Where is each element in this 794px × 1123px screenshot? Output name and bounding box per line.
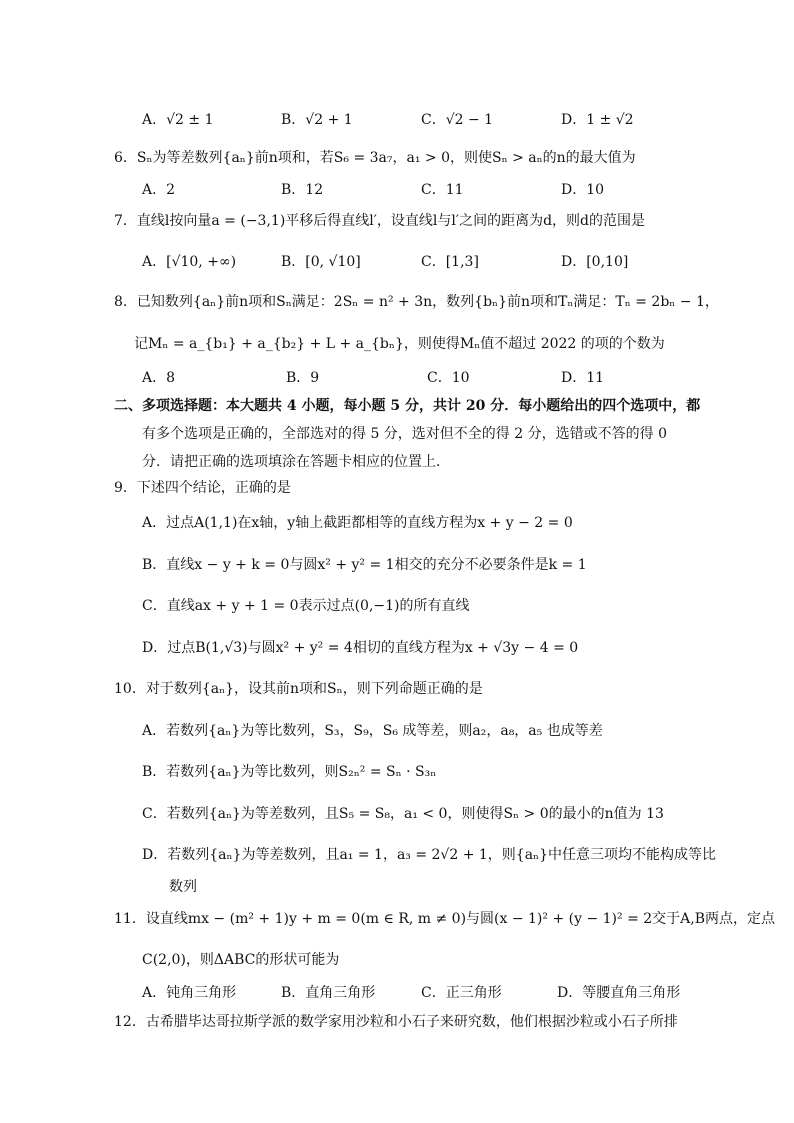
q11-option-c: C．正三角形: [421, 985, 502, 1001]
q7-option-a: A．[√10, +∞): [142, 254, 237, 270]
section2-line3: 分．请把正确的选项填涂在答题卡相应的位置上．: [142, 454, 450, 470]
section2-line1: 二、多项选择题：本大题共 4 小题，每小题 5 分，共计 20 分．每小题给出的四个选项中，都: [114, 398, 701, 414]
q9-stem: 9．下述四个结论，正确的是: [114, 480, 291, 496]
q8-option-a: A．8: [142, 370, 176, 386]
q12-stem: 12．古希腊毕达哥拉斯学派的数学家用沙粒和小石子来研究数，他们根据沙粒或小石子所排: [114, 1014, 678, 1030]
q6-stem: 6．Sₙ为等差数列{aₙ}前n项和，若S₆ = 3a₇，a₁ > 0，则使Sₙ > aₙ的n的最大值为: [114, 150, 636, 166]
q8-option-d: D．11: [561, 370, 605, 386]
q8-option-c: C．10: [427, 370, 470, 386]
q11-option-b: B．直角三角形: [281, 985, 376, 1001]
section2-line2: 有多个选项是正确的，全部选对的得 5 分，选对但不全的得 2 分，选错或不答的得 0: [142, 426, 667, 442]
q10-option-c: C．若数列{aₙ}为等差数列，且S₅ = S₈，a₁ < 0，则使得Sₙ > 0的最小的n值为 13: [142, 806, 664, 822]
q6-option-a: A．2: [142, 182, 176, 198]
q5-option-c: C．√2 − 1: [421, 112, 494, 128]
q8-option-b: B．9: [286, 370, 320, 386]
q10-option-b: B．若数列{aₙ}为等比数列，则S₂ₙ² = Sₙ · S₃ₙ: [142, 764, 437, 780]
q11-option-a: A．钝角三角形: [142, 985, 237, 1001]
q11-option-d: D．等腰直角三角形: [557, 985, 681, 1001]
q10-stem: 10．对于数列{aₙ}，设其前n项和Sₙ，则下列命题正确的是: [114, 681, 483, 697]
q10-option-d-line1: D．若数列{aₙ}为等差数列，且a₁ = 1，a₃ = 2√2 + 1，则{aₙ}中任意三项均不能构成等比: [142, 847, 717, 863]
q8-stem-line1: 8．已知数列{aₙ}前n项和Sₙ满足：2Sₙ = n² + 3n，数列{bₙ}前n项和Tₙ满足：Tₙ = 2bₙ − 1，: [114, 294, 719, 310]
q7-option-c: C．[1,3]: [421, 254, 479, 270]
q7-option-b: B．[0, √10]: [281, 254, 361, 270]
q9-option-d: D．过点B(1,√3)与圆x² + y² = 4相切的直线方程为x + √3y − 4 = 0: [142, 640, 579, 656]
q9-option-a: A．过点A(1,1)在x轴，y轴上截距都相等的直线方程为x + y − 2 = 0: [142, 515, 573, 531]
q10-option-a: A．若数列{aₙ}为等比数列，S₃，S₉，S₆ 成等差，则a₂，a₈，a₅ 也成等差: [142, 723, 603, 739]
q9-option-c: C．直线ax + y + 1 = 0表示过点(0,−1)的所有直线: [142, 598, 470, 614]
q9-option-b: B．直线x − y + k = 0与圆x² + y² = 1相交的充分不必要条件是k = 1: [142, 557, 587, 573]
q6-option-d: D．10: [561, 182, 605, 198]
q6-option-c: C．11: [421, 182, 464, 198]
q10-option-d-line2: 数列: [169, 879, 197, 895]
q11-stem-line2: C(2,0)，则ΔABC的形状可能为: [142, 952, 340, 968]
q8-stem-line2: 记Mₙ = a_{b₁} + a_{b₂} + L + a_{bₙ}，则使得Mₙ值不超过 2022 的项的个数为: [134, 336, 665, 352]
q11-stem-line1: 11．设直线mx − (m² + 1)y + m = 0(m ∈ R, m ≠ 0)与圆(x − 1)² + (y − 1)² = 2交于A,B两点，定点: [114, 911, 776, 927]
q6-option-b: B．12: [281, 182, 324, 198]
q7-option-d: D．[0,10]: [561, 254, 629, 270]
q5-option-a: A．√2 ± 1: [142, 112, 214, 128]
q5-option-b: B．√2 + 1: [281, 112, 353, 128]
q5-option-d: D．1 ± √2: [561, 112, 634, 128]
q7-stem: 7．直线l按向量a = (−3,1)平移后得直线l′，设直线l与l′之间的距离为d，则d的范围是: [114, 213, 645, 229]
